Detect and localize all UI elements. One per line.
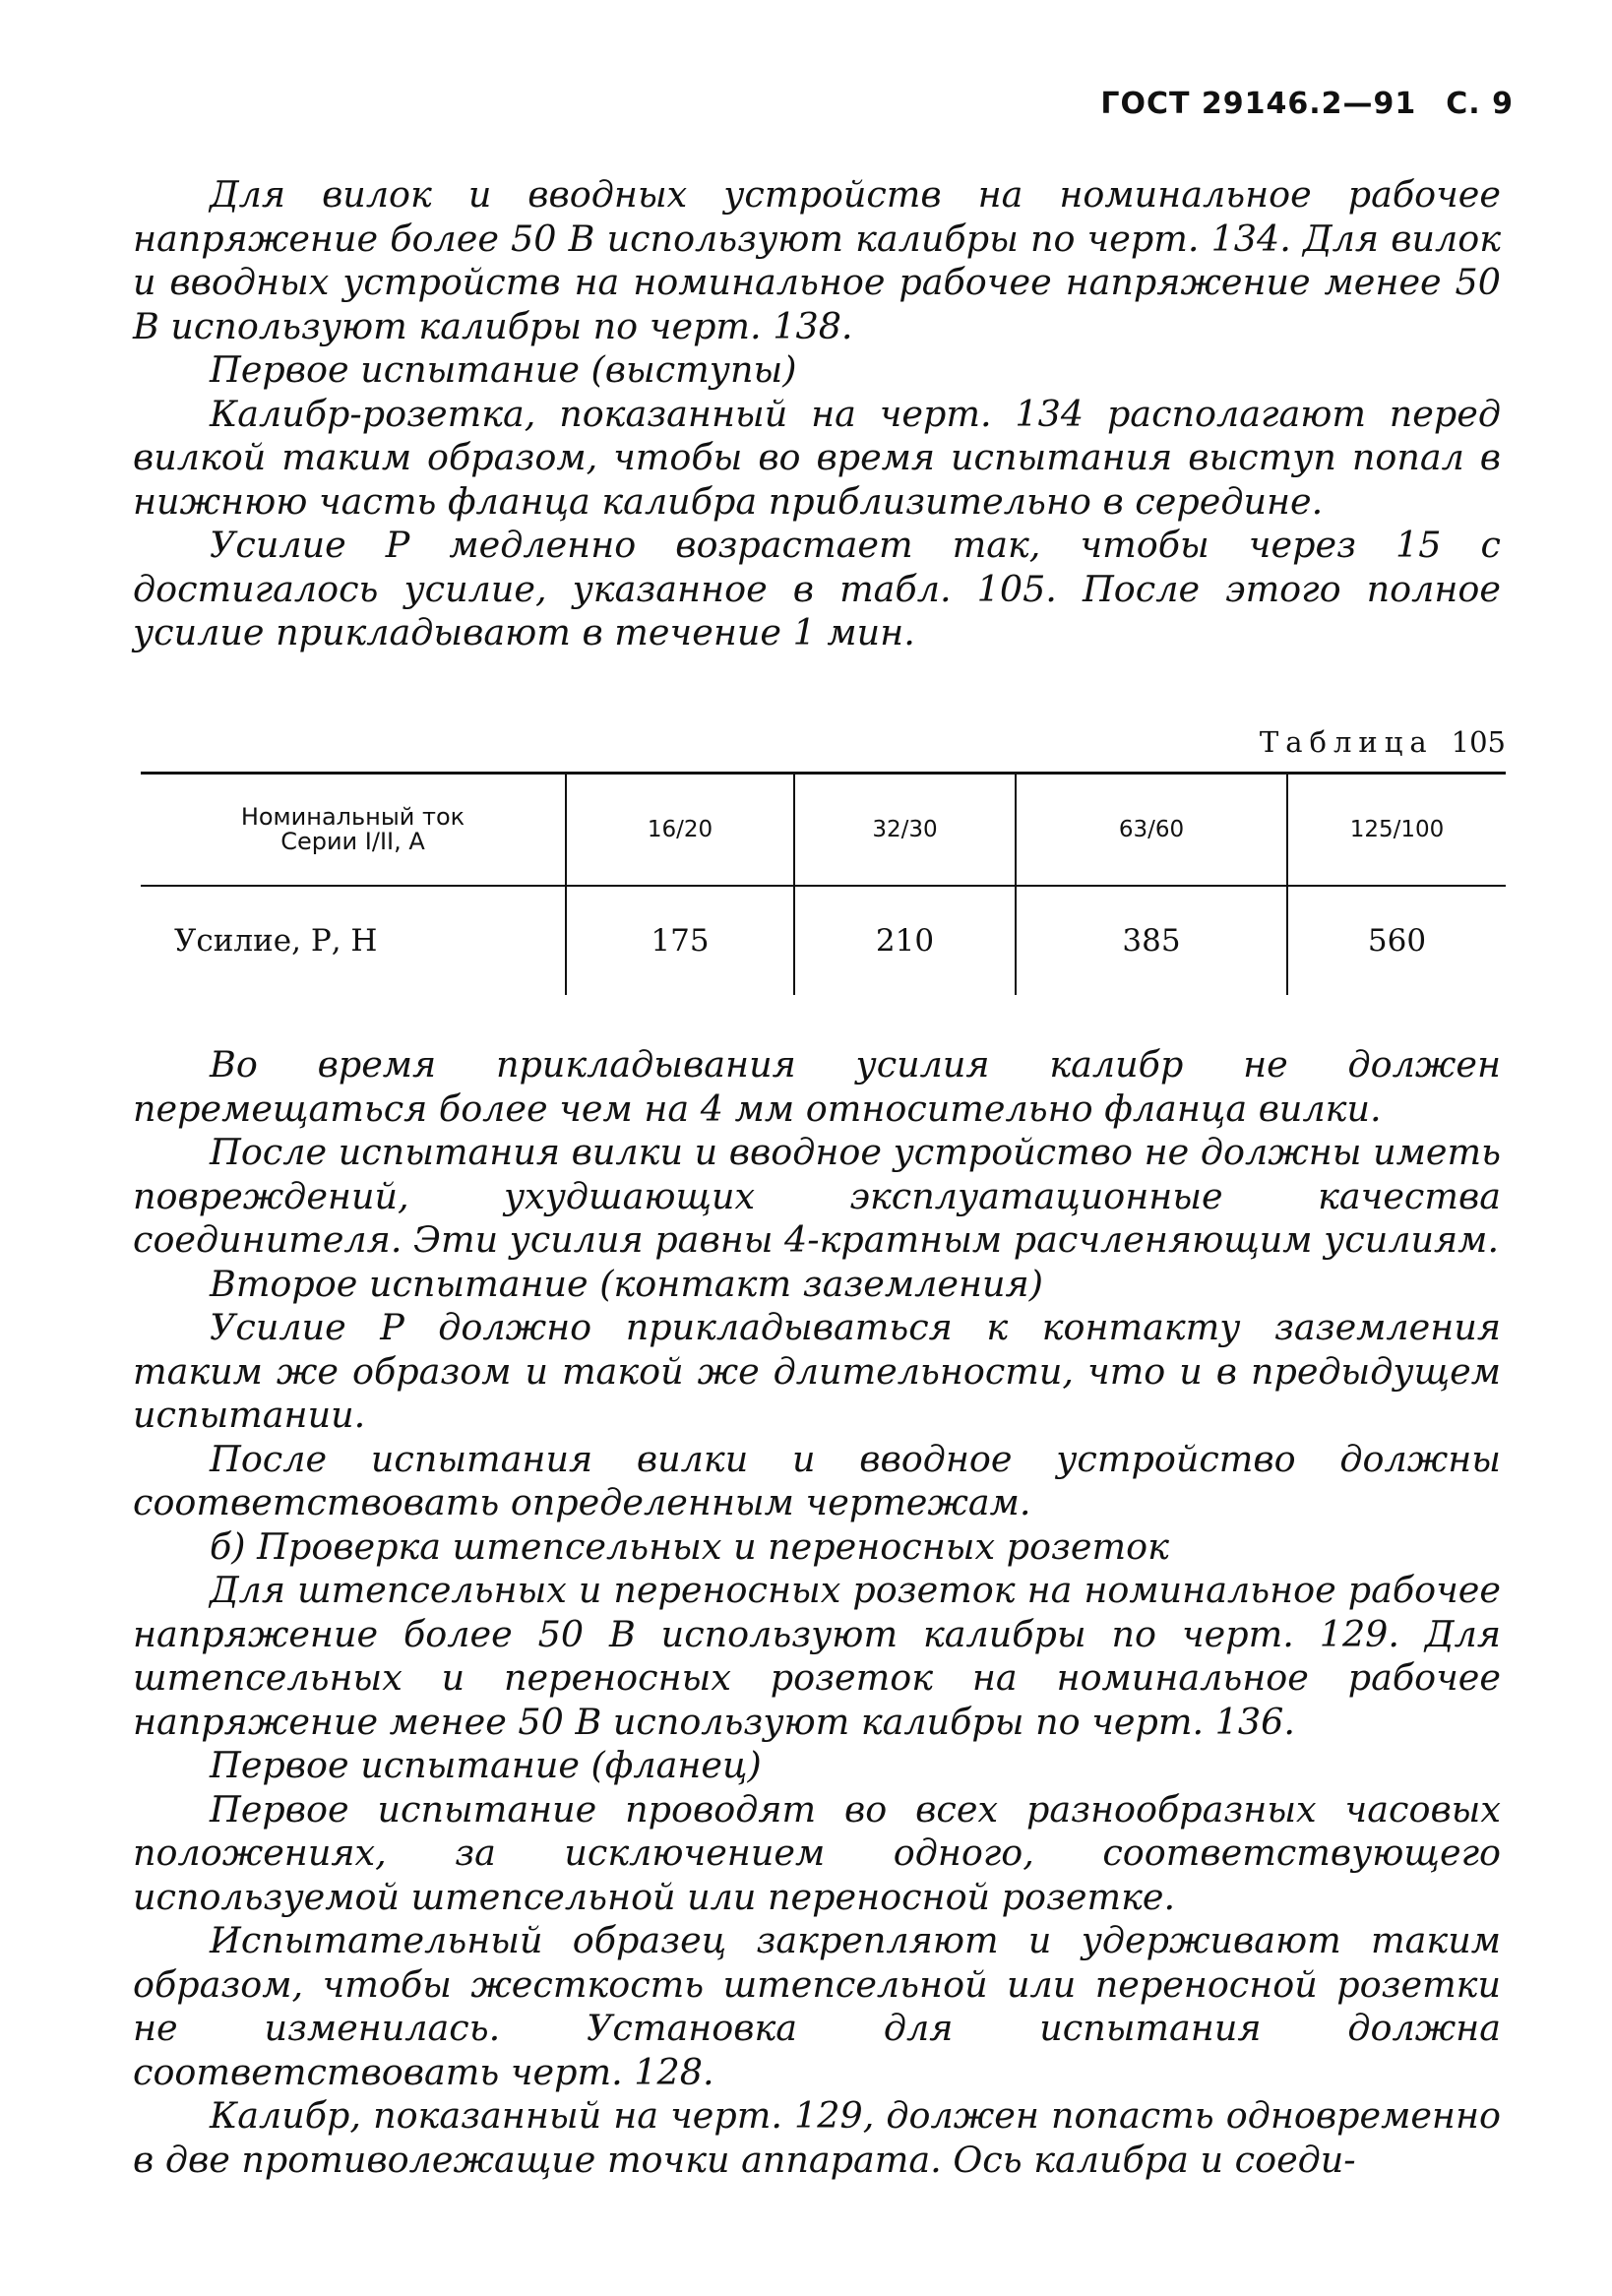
paragraph: После испытания вилки и вводное устройство не должны иметь повреждений, ухудшающих эксплуатационные качества соединителя. Эти усилия равны 4-кратным расчленяющим усилиям. — [133, 1131, 1501, 1261]
table-column-header: 16/20 — [566, 774, 794, 887]
table-caption-number: 105 — [1451, 725, 1506, 759]
paragraph: Первое испытание (выступы) — [210, 348, 797, 391]
table-cell: 385 — [1016, 886, 1287, 995]
paragraph: Первое испытание (фланец) — [210, 1744, 762, 1786]
table-header-label — [141, 774, 566, 887]
paragraph: После испытания вилки и вводное устройство должны соответствовать определенным чертежам. — [133, 1437, 1501, 1523]
table-cell: 175 — [566, 886, 794, 995]
text-block-top — [133, 173, 1501, 655]
paragraph: Испытательный образец закрепляют и удерживают таким образом, чтобы жесткость штепсельной или переносной розетки не изменилась. Установка для испытания должна соответствовать черт. 128. — [133, 1919, 1501, 2093]
table-105 — [141, 772, 1506, 995]
table-row — [141, 886, 1506, 995]
standard-number: ГОСТ 29146.2—91 — [1100, 87, 1417, 121]
paragraph: Для вилок и вводных устройств на номинальное рабочее напряжение более 50 В используют калибры по черт. 134. Для вилок и вводных устройств на номинальное рабочее напряжение менее 50 В используют калибры по черт. 138. — [133, 173, 1501, 347]
header-label-line: Серии I/II, А — [280, 828, 425, 855]
table-column-header: 63/60 — [1016, 774, 1287, 887]
table-cell: 560 — [1287, 886, 1506, 995]
paragraph: Во время прикладывания усилия калибр не должен перемещаться более чем на 4 мм относительно фланца вилки. — [133, 1043, 1501, 1130]
table-caption — [1260, 725, 1506, 759]
table-row-label: Усилие, Р, Н — [174, 923, 378, 959]
paragraph: Калибр, показанный на черт. 129, должен попасть одновременно в две противолежащие точки аппарата. Ось калибра и соеди- — [133, 2094, 1501, 2181]
running-header — [1100, 87, 1514, 121]
paragraph: б) Проверка штепсельных и переносных розеток — [210, 1524, 1169, 1568]
text-block-bottom — [133, 1043, 1501, 2182]
page-number: С. 9 — [1446, 87, 1514, 121]
table-caption-word: Таблица — [1259, 725, 1434, 759]
paragraph: Усилие Р должно прикладываться к контакту заземления таким же образом и такой же длительности, что и в предыдущем испытании. — [133, 1306, 1501, 1436]
paragraph: Усилие Р медленно возрастает так, чтобы через 15 с достигалось усилие, указанное в табл. 105. После этого полное усилие прикладывают в течение 1 мин. — [133, 524, 1501, 653]
table-column-header: 125/100 — [1287, 774, 1506, 887]
table-header-row — [141, 774, 1506, 887]
table-cell: 210 — [794, 886, 1016, 995]
paragraph: Второе испытание (контакт заземления) — [210, 1262, 1043, 1305]
paragraph: Для штепсельных и переносных розеток на номинальное рабочее напряжение более 50 В используют калибры по черт. 129. Для штепсельных и переносных розеток на номинальное рабочее напряжение менее 50 В используют калибры по черт. 136. — [133, 1569, 1501, 1743]
paragraph: Калибр-розетка, показанный на черт. 134 располагают перед вилкой таким образом, чтобы во время испытания выступ попал в нижнюю часть фланца калибра приблизительно в середине. — [133, 392, 1501, 523]
table-column-header: 32/30 — [794, 774, 1016, 887]
paragraph: Первое испытание проводят во всех разнообразных часовых положениях, за исключением одного, соответствующего используемой штепсельной или переносной розетке. — [133, 1787, 1501, 1918]
header-label-line: Номинальный ток — [240, 803, 465, 831]
